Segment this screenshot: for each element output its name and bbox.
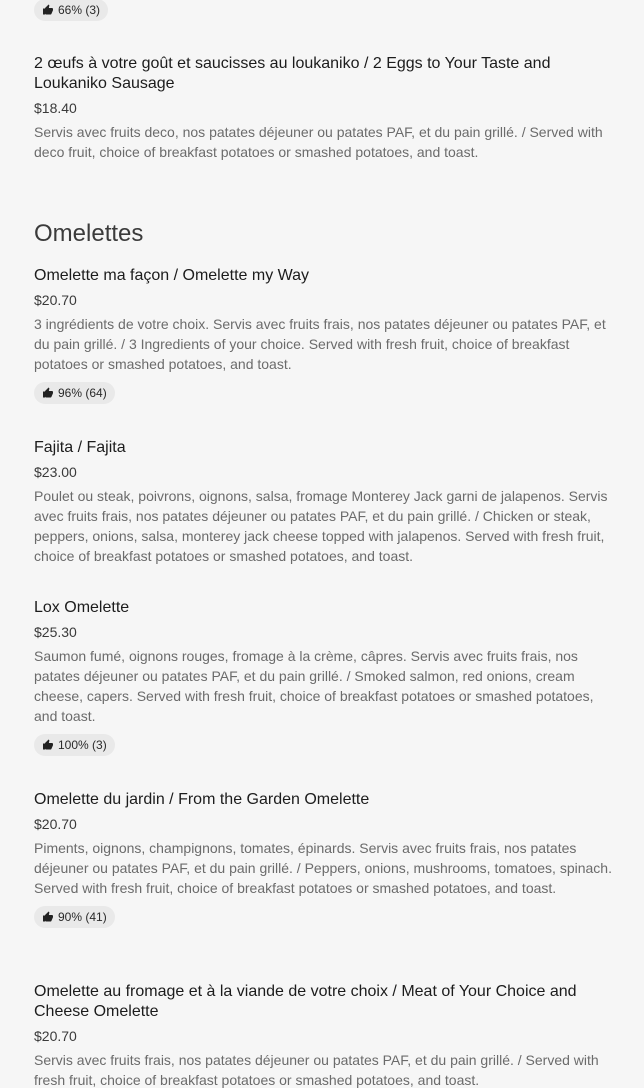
thumbs-up-icon [42, 4, 54, 16]
item-description: Poulet ou steak, poivrons, oignons, salsa, fromage Monterey Jack garni de jalapenos. Servis avec fruits frais, nos patates déjeuner ou patates PAF, et du pain grillé. / Chicken or steak, peppers, onions, salsa, monterey jack cheese topped with jalapenos. Served with fresh fruit, choice of breakfast potatoes or smashed potatoes, and toast. [34, 488, 608, 564]
menu-item[interactable] [34, 982, 618, 1088]
item-title: Omelette au fromage et à la viande de votre choix / Meat of Your Choice and Cheese Omelette [34, 983, 577, 1020]
item-price: $20.70 [34, 816, 77, 832]
item-description: 3 ingrédients de votre choix. Servis avec fruits frais, nos patates déjeuner ou patates PAF, et du pain grillé. / 3 Ingredients of your choice. Served with fresh fruit, choice of breakfast potatoes or smashed potatoes, and toast. [34, 316, 606, 372]
item-title: Omelette ma façon / Omelette my Way [34, 267, 310, 284]
item-title: Omelette du jardin / From the Garden Omelette [34, 791, 370, 808]
menu-item[interactable] [34, 54, 618, 162]
previous-item-rating [34, 0, 108, 21]
menu-item[interactable] [34, 598, 618, 756]
rating-badge [34, 734, 115, 756]
item-price: $20.70 [34, 292, 77, 308]
rating-badge [34, 382, 115, 404]
thumbs-up-icon [42, 739, 54, 751]
item-price: $23.00 [34, 464, 77, 480]
item-price: $20.70 [34, 1028, 77, 1044]
item-title: Fajita / Fajita [34, 439, 126, 456]
rating-text: 96% (64) [58, 386, 107, 400]
item-title: Lox Omelette [34, 599, 130, 616]
rating-text: 66% (3) [58, 3, 101, 17]
thumbs-up-icon [42, 387, 54, 399]
menu-item[interactable] [34, 790, 618, 928]
menu-item[interactable] [34, 438, 618, 566]
item-description: Servis avec fruits deco, nos patates déjeuner ou patates PAF, et du pain grillé. / Served with deco fruit, choice of breakfast potatoes or smashed potatoes, and toast. [34, 124, 603, 160]
rating-badge [34, 0, 108, 21]
rating-text: 90% (41) [58, 910, 107, 924]
menu-item[interactable] [34, 266, 618, 404]
rating-badge [34, 906, 115, 928]
item-description: Piments, oignons, champignons, tomates, épinards. Servis avec fruits frais, nos patates déjeuner ou patates PAF, et du pain grillé. / Peppers, onions, mushrooms, tomatoes, spinach. Served with fresh fruit, choice of breakfast potatoes or smashed potatoes, and toast. [34, 840, 612, 896]
rating-text: 100% (3) [58, 738, 107, 752]
section-title: Omelettes [34, 220, 144, 247]
item-price: $25.30 [34, 624, 77, 640]
thumbs-up-icon [42, 911, 54, 923]
item-price: $18.40 [34, 100, 77, 116]
item-title: 2 œufs à votre goût et saucisses au loukaniko / 2 Eggs to Your Taste and Loukaniko Sausage [34, 55, 551, 92]
item-description: Saumon fumé, oignons rouges, fromage à la crème, câpres. Servis avec fruits frais, nos patates déjeuner ou patates PAF, et du pain grillé. / Smoked salmon, red onions, cream cheese, capers. Served with fresh fruit, choice of breakfast potatoes or smashed potatoes, and toast. [34, 648, 594, 724]
item-description: Servis avec fruits frais, nos patates déjeuner ou patates PAF, et du pain grillé. / Served with fresh fruit, choice of breakfast potatoes or smashed potatoes, and toast. [34, 1052, 599, 1088]
